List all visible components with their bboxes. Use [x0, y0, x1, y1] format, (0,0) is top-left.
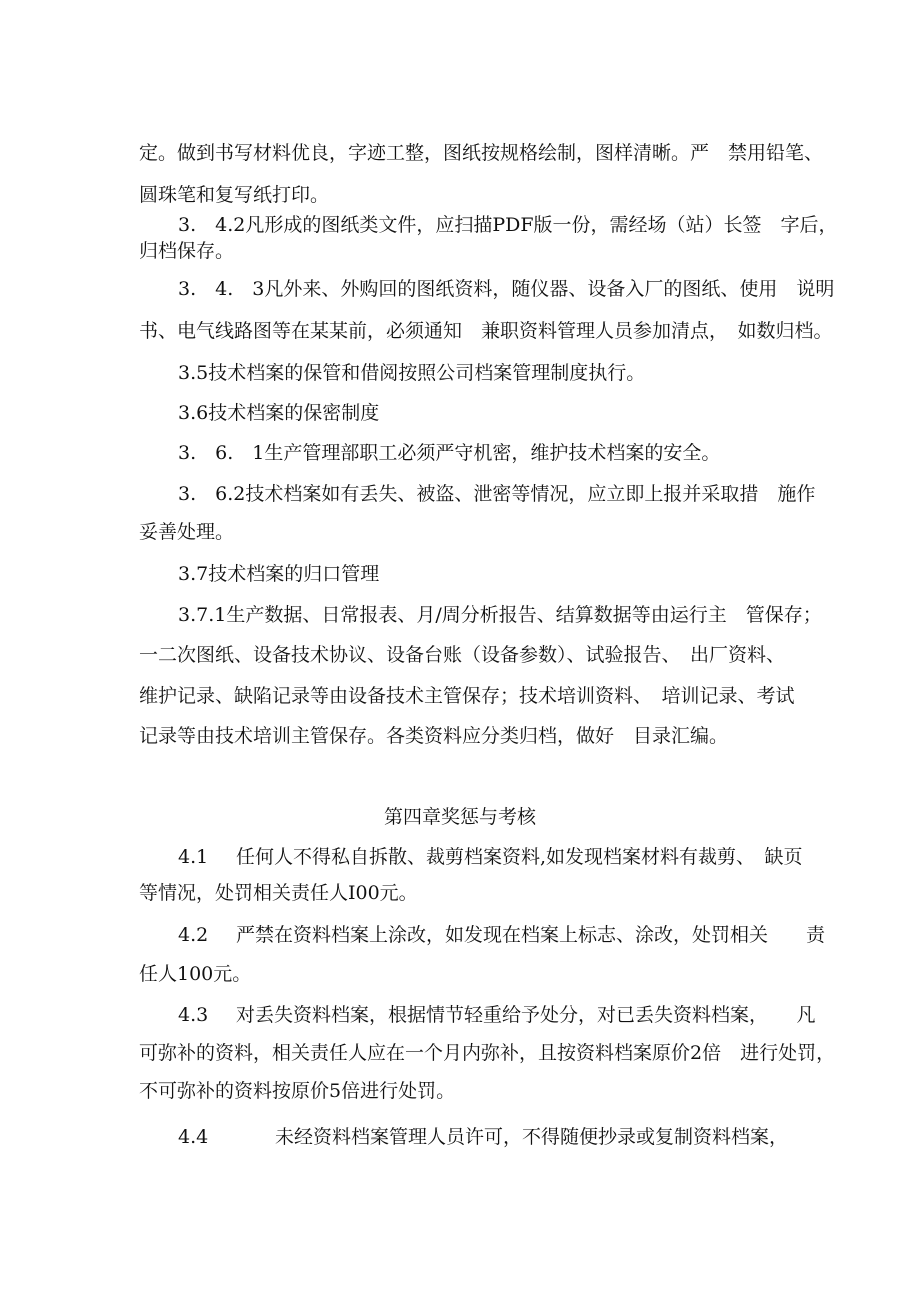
text-line: 圆珠笔和复写纸打印。: [139, 184, 330, 206]
text-line: 3. 6. 1生产管理部职工必须严守机密，维护技术档案的安全。: [178, 442, 721, 464]
text-line: 3. 4. 3凡外来、外购回的图纸资料，随仪器、设备入厂的图纸、使用 说明: [178, 278, 835, 300]
section-heading: 3.7技术档案的归口管理: [178, 563, 380, 585]
text-line: 3. 4.2凡形成的图纸类文件，应扫描PDF版一份，需经场（站）长签 字后，: [178, 214, 838, 236]
text-line: 一二次图纸、设备技术协议、设备台账（设备参数）、试验报告、 出厂资料、: [139, 644, 786, 666]
article-4-1: 4.1 任何人不得私自拆散、裁剪档案资料,如发现档案材料有裁剪、 缺页: [0, 840, 920, 874]
article-number: 4.4: [178, 1126, 209, 1148]
text-line: 3.7.1生产数据、日常报表、月/周分析报告、结算数据等由运行主 管保存；: [178, 604, 822, 626]
text-line: 维护记录、缺陷记录等由设备技术主管保存；技术培训资料、 培训记录、考试: [139, 685, 795, 707]
text-line: 可弥补的资料，相关责任人应在一个月内弥补，且按资料档案原价2倍 进行处罚，: [139, 1042, 836, 1064]
text-line: 3. 6.2技术档案如有丢失、被盗、泄密等情况，应立即上报并采取措 施作: [178, 483, 816, 505]
article-number: 4.3: [178, 1004, 209, 1026]
text-line: 等情况，处罚相关责任人I00元。: [139, 882, 418, 904]
text-line: 任人100元。: [139, 963, 252, 985]
article-4-3: 4.3 对丢失资料档案，根据情节轻重给予处分，对已丢失资料档案， 凡: [0, 998, 920, 1032]
text-line: 3.5技术档案的保管和借阅按照公司档案管理制度执行。: [178, 362, 646, 384]
text-line: 定。做到书写材料优良，字迹工整，图纸按规格绘制，图样清晰。严 禁用铅笔、: [139, 142, 824, 164]
text-line: 书、电气线路图等在某某前，必须通知 兼职资料管理人员参加清点， 如数归档。: [139, 320, 833, 342]
text-line: 归档保存。: [139, 240, 235, 262]
article-number: 4.1: [178, 846, 209, 868]
article-4-2: 4.2 严禁在资料档案上涂改，如发现在档案上标志、涂改，处罚相关 责: [0, 918, 920, 952]
article-4-4: 4.4 未经资料档案管理人员许可，不得随便抄录或复制资料档案，: [0, 1120, 920, 1154]
chapter-title: 第四章奖惩与考核: [383, 806, 536, 828]
text-line: 不可弥补的资料按原价5倍进行处罚。: [139, 1080, 456, 1102]
text-line: 妥善处理。: [139, 521, 235, 543]
article-number: 4.2: [178, 924, 209, 946]
text-line: 记录等由技术培训主管保存。各类资料应分类归档，做好 目录汇编。: [139, 725, 729, 747]
section-heading: 3.6技术档案的保密制度: [178, 402, 380, 424]
